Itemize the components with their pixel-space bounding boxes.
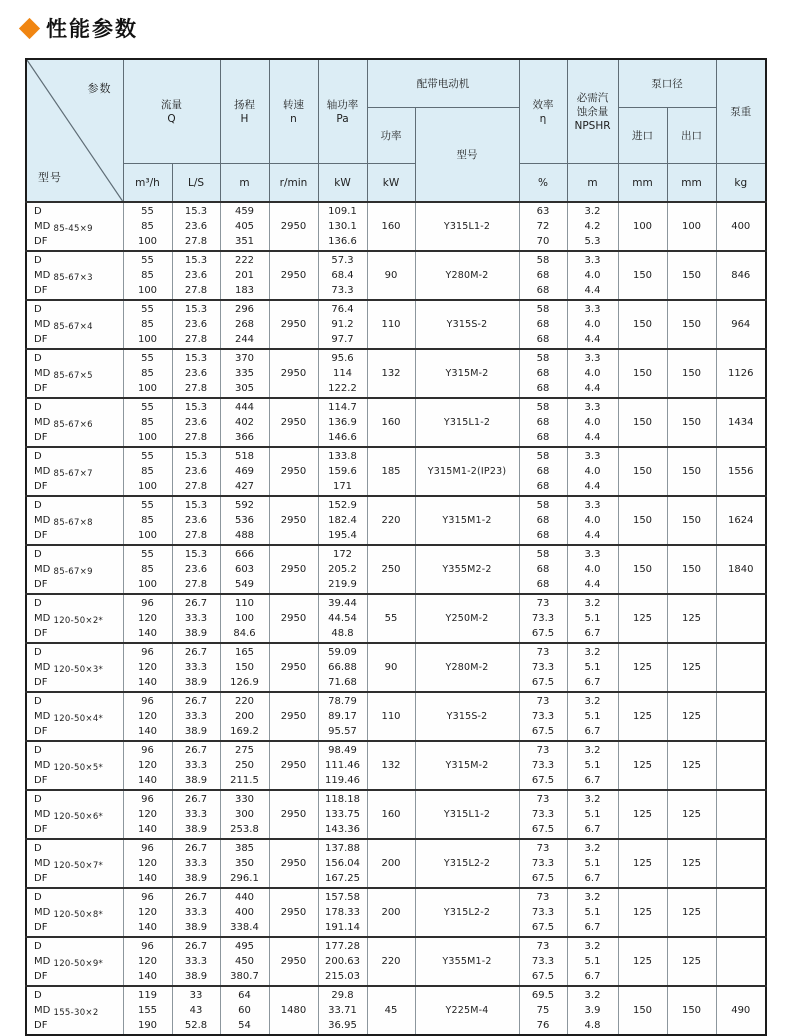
cell-flow_ls: 15.3 23.6 27.8 bbox=[172, 398, 220, 447]
cell-inlet: 150 bbox=[618, 398, 667, 447]
header-speed: 转速 n bbox=[269, 59, 318, 164]
cell-speed: 2950 bbox=[269, 741, 318, 790]
cell-speed: 2950 bbox=[269, 692, 318, 741]
cell-eff: 58 68 68 bbox=[519, 398, 567, 447]
cell-speed: 2950 bbox=[269, 349, 318, 398]
cell-eff: 73 73.3 67.5 bbox=[519, 692, 567, 741]
cell-weight bbox=[716, 937, 766, 986]
cell-inlet: 150 bbox=[618, 349, 667, 398]
cell-motor_kw: 160 bbox=[367, 398, 415, 447]
cell-inlet: 125 bbox=[618, 692, 667, 741]
cell-weight bbox=[716, 594, 766, 643]
cell-head_m: 459 405 351 bbox=[220, 202, 269, 251]
unit-outlet: mm bbox=[667, 164, 716, 203]
cell-model: D MD 120-50×7* DF bbox=[26, 839, 123, 888]
cell-shaft_kw: 95.6 114 122.2 bbox=[318, 349, 367, 398]
cell-npshr: 3.3 4.0 4.4 bbox=[567, 349, 618, 398]
cell-motor_kw: 90 bbox=[367, 251, 415, 300]
cell-model: D MD 120-50×6* DF bbox=[26, 790, 123, 839]
cell-weight bbox=[716, 692, 766, 741]
cell-flow_m3h: 96 120 140 bbox=[123, 594, 172, 643]
cell-flow_m3h: 55 85 100 bbox=[123, 496, 172, 545]
cell-inlet: 125 bbox=[618, 888, 667, 937]
cell-flow_ls: 33 43 52.8 bbox=[172, 986, 220, 1035]
cell-shaft_kw: 133.8 159.6 171 bbox=[318, 447, 367, 496]
cell-head_m: 444 402 366 bbox=[220, 398, 269, 447]
cell-motor_kw: 220 bbox=[367, 496, 415, 545]
cell-flow_m3h: 55 85 100 bbox=[123, 447, 172, 496]
cell-flow_m3h: 96 120 140 bbox=[123, 692, 172, 741]
cell-outlet: 125 bbox=[667, 937, 716, 986]
cell-motor_model: Y315S-2 bbox=[415, 692, 519, 741]
cell-motor_model: Y315M-2 bbox=[415, 741, 519, 790]
cell-eff: 73 73.3 67.5 bbox=[519, 937, 567, 986]
table-row bbox=[26, 545, 766, 594]
cell-model: D MD 120-50×3* DF bbox=[26, 643, 123, 692]
table-row bbox=[26, 349, 766, 398]
cell-weight bbox=[716, 888, 766, 937]
cell-speed: 2950 bbox=[269, 545, 318, 594]
cell-model: D MD 120-50×5* DF bbox=[26, 741, 123, 790]
cell-shaft_kw: 152.9 182.4 195.4 bbox=[318, 496, 367, 545]
cell-head_m: 110 100 84.6 bbox=[220, 594, 269, 643]
cell-head_m: 440 400 338.4 bbox=[220, 888, 269, 937]
cell-speed: 2950 bbox=[269, 643, 318, 692]
cell-speed: 2950 bbox=[269, 398, 318, 447]
header-npshr: 必需汽 蚀余量 NPSHR bbox=[567, 59, 618, 164]
cell-flow_ls: 15.3 23.6 27.8 bbox=[172, 300, 220, 349]
cell-motor_kw: 55 bbox=[367, 594, 415, 643]
cell-weight: 846 bbox=[716, 251, 766, 300]
cell-outlet: 150 bbox=[667, 349, 716, 398]
cell-eff: 73 73.3 67.5 bbox=[519, 839, 567, 888]
cell-motor_kw: 132 bbox=[367, 741, 415, 790]
cell-flow_ls: 15.3 23.6 27.8 bbox=[172, 251, 220, 300]
cell-model: D MD 85-67×9 DF bbox=[26, 545, 123, 594]
cell-npshr: 3.2 5.1 6.7 bbox=[567, 790, 618, 839]
header-port-group: 泵口径 bbox=[618, 59, 716, 108]
cell-motor_model: Y225M-4 bbox=[415, 986, 519, 1035]
cell-motor_model: Y315L1-2 bbox=[415, 398, 519, 447]
cell-weight bbox=[716, 839, 766, 888]
cell-inlet: 125 bbox=[618, 741, 667, 790]
cell-flow_ls: 15.3 23.6 27.8 bbox=[172, 545, 220, 594]
cell-outlet: 125 bbox=[667, 888, 716, 937]
cell-shaft_kw: 114.7 136.9 146.6 bbox=[318, 398, 367, 447]
cell-flow_m3h: 96 120 140 bbox=[123, 839, 172, 888]
cell-model: D MD 85-67×4 DF bbox=[26, 300, 123, 349]
cell-eff: 73 73.3 67.5 bbox=[519, 790, 567, 839]
table-body bbox=[26, 202, 766, 1035]
cell-flow_m3h: 96 120 140 bbox=[123, 790, 172, 839]
unit-flow-ls: L/S bbox=[172, 164, 220, 203]
cell-outlet: 125 bbox=[667, 643, 716, 692]
cell-weight: 964 bbox=[716, 300, 766, 349]
corner-header-cell bbox=[26, 59, 123, 202]
cell-inlet: 150 bbox=[618, 447, 667, 496]
cell-speed: 2950 bbox=[269, 839, 318, 888]
unit-head: m bbox=[220, 164, 269, 203]
cell-motor_kw: 200 bbox=[367, 888, 415, 937]
cell-flow_ls: 26.7 33.3 38.9 bbox=[172, 692, 220, 741]
table-row bbox=[26, 251, 766, 300]
header-motor-model: 型号 bbox=[415, 108, 519, 203]
cell-inlet: 150 bbox=[618, 545, 667, 594]
cell-flow_ls: 26.7 33.3 38.9 bbox=[172, 594, 220, 643]
cell-motor_kw: 185 bbox=[367, 447, 415, 496]
cell-model: D MD 120-50×8* DF bbox=[26, 888, 123, 937]
cell-model: D MD 85-67×3 DF bbox=[26, 251, 123, 300]
cell-flow_m3h: 55 85 100 bbox=[123, 545, 172, 594]
cell-outlet: 150 bbox=[667, 447, 716, 496]
header-head: 扬程 H bbox=[220, 59, 269, 164]
cell-speed: 2950 bbox=[269, 447, 318, 496]
unit-speed: r/min bbox=[269, 164, 318, 203]
cell-inlet: 150 bbox=[618, 496, 667, 545]
cell-eff: 58 68 68 bbox=[519, 545, 567, 594]
header-flow: 流量 Q bbox=[123, 59, 220, 164]
header-port-outlet: 出口 bbox=[667, 108, 716, 164]
cell-npshr: 3.2 5.1 6.7 bbox=[567, 937, 618, 986]
cell-model: D MD 120-50×2* DF bbox=[26, 594, 123, 643]
cell-motor_model: Y315L1-2 bbox=[415, 790, 519, 839]
cell-flow_m3h: 55 85 100 bbox=[123, 300, 172, 349]
cell-motor_model: Y315L1-2 bbox=[415, 202, 519, 251]
cell-head_m: 296 268 244 bbox=[220, 300, 269, 349]
cell-speed: 2950 bbox=[269, 594, 318, 643]
cell-npshr: 3.3 4.0 4.4 bbox=[567, 496, 618, 545]
cell-inlet: 150 bbox=[618, 251, 667, 300]
table-row bbox=[26, 496, 766, 545]
cell-speed: 2950 bbox=[269, 790, 318, 839]
cell-motor_model: Y315L2-2 bbox=[415, 839, 519, 888]
cell-model: D MD 85-67×5 DF bbox=[26, 349, 123, 398]
cell-motor_model: Y315M-2 bbox=[415, 349, 519, 398]
cell-npshr: 3.3 4.0 4.4 bbox=[567, 447, 618, 496]
header-motor-power: 功率 bbox=[367, 108, 415, 164]
header-weight: 泵重 bbox=[716, 59, 766, 164]
cell-speed: 2950 bbox=[269, 300, 318, 349]
cell-head_m: 330 300 253.8 bbox=[220, 790, 269, 839]
cell-motor_model: Y315M1-2 bbox=[415, 496, 519, 545]
cell-head_m: 370 335 305 bbox=[220, 349, 269, 398]
cell-weight: 1840 bbox=[716, 545, 766, 594]
cell-weight: 490 bbox=[716, 986, 766, 1035]
cell-inlet: 125 bbox=[618, 937, 667, 986]
page-title bbox=[22, 13, 138, 43]
cell-flow_ls: 26.7 33.3 38.9 bbox=[172, 888, 220, 937]
unit-efficiency: % bbox=[519, 164, 567, 203]
cell-outlet: 150 bbox=[667, 496, 716, 545]
cell-motor_kw: 45 bbox=[367, 986, 415, 1035]
cell-inlet: 100 bbox=[618, 202, 667, 251]
cell-motor_kw: 110 bbox=[367, 300, 415, 349]
cell-shaft_kw: 29.8 33.71 36.95 bbox=[318, 986, 367, 1035]
cell-flow_m3h: 55 85 100 bbox=[123, 251, 172, 300]
cell-speed: 2950 bbox=[269, 496, 318, 545]
cell-shaft_kw: 76.4 91.2 97.7 bbox=[318, 300, 367, 349]
cell-speed: 2950 bbox=[269, 888, 318, 937]
cell-model: D MD 85-45×9 DF bbox=[26, 202, 123, 251]
table-row bbox=[26, 741, 766, 790]
cell-shaft_kw: 39.44 44.54 48.8 bbox=[318, 594, 367, 643]
cell-motor_model: Y250M-2 bbox=[415, 594, 519, 643]
cell-eff: 73 73.3 67.5 bbox=[519, 888, 567, 937]
cell-npshr: 3.2 5.1 6.7 bbox=[567, 594, 618, 643]
unit-inlet: mm bbox=[618, 164, 667, 203]
cell-inlet: 150 bbox=[618, 300, 667, 349]
cell-outlet: 125 bbox=[667, 692, 716, 741]
cell-outlet: 150 bbox=[667, 398, 716, 447]
cell-eff: 63 72 70 bbox=[519, 202, 567, 251]
cell-flow_m3h: 55 85 100 bbox=[123, 398, 172, 447]
cell-flow_m3h: 96 120 140 bbox=[123, 643, 172, 692]
cell-inlet: 125 bbox=[618, 790, 667, 839]
cell-outlet: 125 bbox=[667, 741, 716, 790]
cell-weight: 1556 bbox=[716, 447, 766, 496]
cell-shaft_kw: 57.3 68.4 73.3 bbox=[318, 251, 367, 300]
cell-outlet: 125 bbox=[667, 594, 716, 643]
cell-flow_ls: 26.7 33.3 38.9 bbox=[172, 937, 220, 986]
cell-outlet: 150 bbox=[667, 986, 716, 1035]
cell-outlet: 150 bbox=[667, 251, 716, 300]
cell-shaft_kw: 137.88 156.04 167.25 bbox=[318, 839, 367, 888]
cell-motor_kw: 132 bbox=[367, 349, 415, 398]
cell-shaft_kw: 157.58 178.33 191.14 bbox=[318, 888, 367, 937]
cell-eff: 58 68 68 bbox=[519, 447, 567, 496]
cell-motor_kw: 200 bbox=[367, 839, 415, 888]
cell-shaft_kw: 109.1 130.1 136.6 bbox=[318, 202, 367, 251]
cell-outlet: 100 bbox=[667, 202, 716, 251]
cell-shaft_kw: 172 205.2 219.9 bbox=[318, 545, 367, 594]
cell-weight: 1624 bbox=[716, 496, 766, 545]
cell-inlet: 125 bbox=[618, 643, 667, 692]
cell-npshr: 3.3 4.0 4.4 bbox=[567, 300, 618, 349]
cell-motor_kw: 110 bbox=[367, 692, 415, 741]
table-row bbox=[26, 594, 766, 643]
cell-shaft_kw: 118.18 133.75 143.36 bbox=[318, 790, 367, 839]
cell-flow_m3h: 96 120 140 bbox=[123, 937, 172, 986]
cell-npshr: 3.2 5.1 6.7 bbox=[567, 839, 618, 888]
cell-head_m: 385 350 296.1 bbox=[220, 839, 269, 888]
cell-outlet: 150 bbox=[667, 545, 716, 594]
cell-shaft_kw: 78.79 89.17 95.57 bbox=[318, 692, 367, 741]
corner-label-parameter: 参数 bbox=[87, 82, 112, 95]
cell-npshr: 3.3 4.0 4.4 bbox=[567, 251, 618, 300]
cell-motor_kw: 160 bbox=[367, 202, 415, 251]
header-motor-group: 配带电动机 bbox=[367, 59, 519, 108]
cell-inlet: 150 bbox=[618, 986, 667, 1035]
cell-speed: 2950 bbox=[269, 937, 318, 986]
cell-motor_model: Y315L2-2 bbox=[415, 888, 519, 937]
cell-eff: 73 73.3 67.5 bbox=[519, 594, 567, 643]
cell-speed: 1480 bbox=[269, 986, 318, 1035]
cell-weight: 1434 bbox=[716, 398, 766, 447]
cell-flow_ls: 26.7 33.3 38.9 bbox=[172, 643, 220, 692]
cell-head_m: 666 603 549 bbox=[220, 545, 269, 594]
cell-model: D MD 120-50×4* DF bbox=[26, 692, 123, 741]
cell-flow_ls: 26.7 33.3 38.9 bbox=[172, 839, 220, 888]
cell-motor_kw: 220 bbox=[367, 937, 415, 986]
cell-motor_model: Y355M1-2 bbox=[415, 937, 519, 986]
cell-weight: 1126 bbox=[716, 349, 766, 398]
cell-motor_model: Y315M1-2(IP23) bbox=[415, 447, 519, 496]
corner-label-model: 型号 bbox=[38, 171, 62, 184]
cell-motor_model: Y315S-2 bbox=[415, 300, 519, 349]
unit-shaft-power: kW bbox=[318, 164, 367, 203]
cell-flow_m3h: 55 85 100 bbox=[123, 349, 172, 398]
cell-outlet: 125 bbox=[667, 839, 716, 888]
cell-flow_ls: 15.3 23.6 27.8 bbox=[172, 202, 220, 251]
cell-npshr: 3.2 4.2 5.3 bbox=[567, 202, 618, 251]
cell-flow_m3h: 96 120 140 bbox=[123, 888, 172, 937]
cell-shaft_kw: 98.49 111.46 119.46 bbox=[318, 741, 367, 790]
header-port-inlet: 进口 bbox=[618, 108, 667, 164]
cell-model: D MD 85-67×6 DF bbox=[26, 398, 123, 447]
table-row bbox=[26, 398, 766, 447]
cell-head_m: 518 469 427 bbox=[220, 447, 269, 496]
cell-npshr: 3.2 5.1 6.7 bbox=[567, 741, 618, 790]
cell-npshr: 3.3 4.0 4.4 bbox=[567, 398, 618, 447]
cell-flow_ls: 15.3 23.6 27.8 bbox=[172, 496, 220, 545]
cell-weight bbox=[716, 790, 766, 839]
header-efficiency: 效率 η bbox=[519, 59, 567, 164]
table-row bbox=[26, 202, 766, 251]
cell-npshr: 3.2 5.1 6.7 bbox=[567, 643, 618, 692]
cell-head_m: 495 450 380.7 bbox=[220, 937, 269, 986]
unit-flow-m3h: m³/h bbox=[123, 164, 172, 203]
unit-weight: kg bbox=[716, 164, 766, 203]
cell-head_m: 165 150 126.9 bbox=[220, 643, 269, 692]
table-row bbox=[26, 839, 766, 888]
header-shaft-power: 轴功率 Pa bbox=[318, 59, 367, 164]
table-row bbox=[26, 888, 766, 937]
cell-head_m: 275 250 211.5 bbox=[220, 741, 269, 790]
unit-motor-power: kW bbox=[367, 164, 415, 203]
cell-motor_kw: 250 bbox=[367, 545, 415, 594]
performance-parameters-table bbox=[25, 58, 767, 1036]
cell-motor_model: Y355M2-2 bbox=[415, 545, 519, 594]
table-row bbox=[26, 790, 766, 839]
cell-outlet: 150 bbox=[667, 300, 716, 349]
page-title-text: 性能参数 bbox=[46, 17, 138, 41]
cell-head_m: 64 60 54 bbox=[220, 986, 269, 1035]
cell-eff: 58 68 68 bbox=[519, 251, 567, 300]
cell-head_m: 220 200 169.2 bbox=[220, 692, 269, 741]
cell-flow_m3h: 55 85 100 bbox=[123, 202, 172, 251]
cell-flow_ls: 15.3 23.6 27.8 bbox=[172, 447, 220, 496]
diamond-bullet-icon bbox=[19, 17, 40, 38]
table-row bbox=[26, 692, 766, 741]
cell-model: D MD 85-67×8 DF bbox=[26, 496, 123, 545]
table-row bbox=[26, 643, 766, 692]
cell-speed: 2950 bbox=[269, 251, 318, 300]
cell-eff: 58 68 68 bbox=[519, 300, 567, 349]
cell-weight bbox=[716, 741, 766, 790]
cell-npshr: 3.3 4.0 4.4 bbox=[567, 545, 618, 594]
cell-head_m: 592 536 488 bbox=[220, 496, 269, 545]
cell-motor_model: Y280M-2 bbox=[415, 643, 519, 692]
cell-motor_model: Y280M-2 bbox=[415, 251, 519, 300]
cell-eff: 58 68 68 bbox=[519, 496, 567, 545]
cell-flow_m3h: 119 155 190 bbox=[123, 986, 172, 1035]
cell-weight bbox=[716, 643, 766, 692]
cell-model: D MD 120-50×9* DF bbox=[26, 937, 123, 986]
table-row bbox=[26, 300, 766, 349]
cell-shaft_kw: 59.09 66.88 71.68 bbox=[318, 643, 367, 692]
cell-eff: 58 68 68 bbox=[519, 349, 567, 398]
cell-eff: 69.5 75 76 bbox=[519, 986, 567, 1035]
cell-outlet: 125 bbox=[667, 790, 716, 839]
cell-motor_kw: 90 bbox=[367, 643, 415, 692]
cell-flow_m3h: 96 120 140 bbox=[123, 741, 172, 790]
cell-inlet: 125 bbox=[618, 839, 667, 888]
cell-weight: 400 bbox=[716, 202, 766, 251]
cell-head_m: 222 201 183 bbox=[220, 251, 269, 300]
unit-npshr: m bbox=[567, 164, 618, 203]
cell-shaft_kw: 177.28 200.63 215.03 bbox=[318, 937, 367, 986]
cell-flow_ls: 26.7 33.3 38.9 bbox=[172, 741, 220, 790]
cell-inlet: 125 bbox=[618, 594, 667, 643]
cell-npshr: 3.2 5.1 6.7 bbox=[567, 888, 618, 937]
cell-speed: 2950 bbox=[269, 202, 318, 251]
cell-npshr: 3.2 3.9 4.8 bbox=[567, 986, 618, 1035]
cell-motor_kw: 160 bbox=[367, 790, 415, 839]
cell-flow_ls: 15.3 23.6 27.8 bbox=[172, 349, 220, 398]
cell-eff: 73 73.3 67.5 bbox=[519, 741, 567, 790]
cell-npshr: 3.2 5.1 6.7 bbox=[567, 692, 618, 741]
cell-flow_ls: 26.7 33.3 38.9 bbox=[172, 790, 220, 839]
cell-model: D MD 85-67×7 DF bbox=[26, 447, 123, 496]
table-row bbox=[26, 447, 766, 496]
table-row bbox=[26, 937, 766, 986]
cell-model: D MD 155-30×2 DF bbox=[26, 986, 123, 1035]
cell-eff: 73 73.3 67.5 bbox=[519, 643, 567, 692]
